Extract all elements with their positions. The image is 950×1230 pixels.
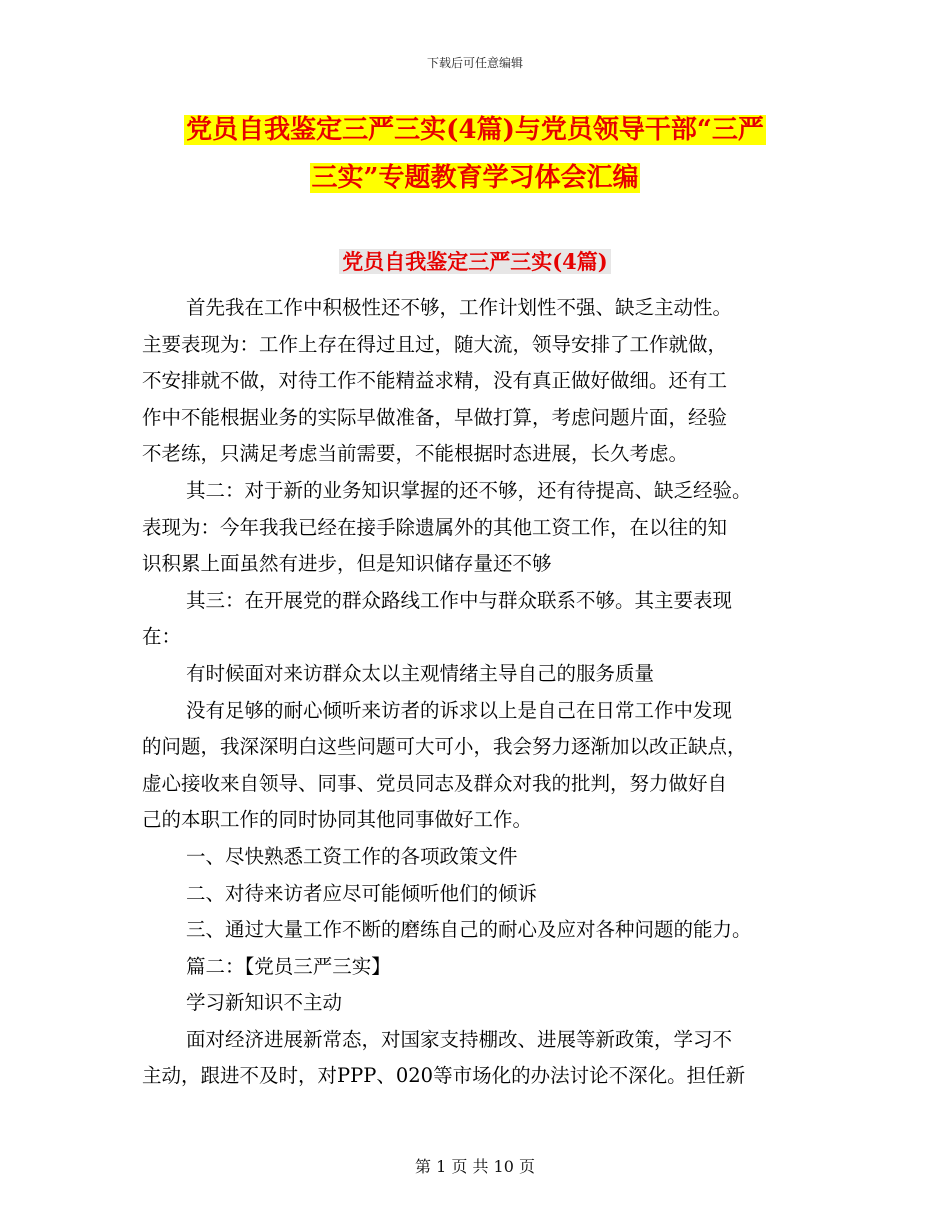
- paragraph: [142, 290, 808, 473]
- paragraph-line: 首先我在工作中积极性还不够，工作计划性不强、缺乏主动性。: [186, 296, 733, 319]
- paragraph-line: 三、通过大量工作不断的磨练自己的耐心及应对各种问题的能力。: [186, 918, 752, 942]
- paragraph-line: 学习新知识不主动: [186, 991, 343, 1015]
- paragraph: [142, 473, 808, 583]
- paragraph: [142, 656, 808, 693]
- paragraph-line: 己的本职工作的同时协同其他同事做好工作。: [142, 808, 533, 832]
- paragraph-line: 不安排就不做，对待工作不能精益求精，没有真正做好做细。还有工: [142, 369, 728, 393]
- paragraph: [142, 876, 808, 913]
- paragraph-line: 二、对待来访者应尽可能倾听他们的倾诉: [186, 881, 538, 905]
- page-header: 下载后可任意编辑: [426, 56, 523, 70]
- paragraph-line: 其二：对于新的业务知识掌握的还不够，还有待提高、缺乏经验。: [186, 478, 752, 502]
- paragraph-line: 主动，跟进不及时，对PPP、020等市场化的办法讨论不深化。担任新: [142, 1064, 746, 1088]
- paragraph: [142, 839, 808, 876]
- paragraph-line: 识积累上面虽然有进步，但是知识储存量还不够: [142, 552, 552, 576]
- paragraph-line: 一、尽快熟悉工资工作的各项政策文件: [186, 844, 518, 868]
- paragraph: [142, 949, 808, 986]
- paragraph-line: 在：: [142, 625, 182, 649]
- paragraph-line: 其三：在开展党的群众路线工作中与群众联系不够。其主要表现: [186, 588, 733, 612]
- paragraph-line: 篇二：【党员三严三实】: [186, 954, 391, 978]
- paragraph: [142, 583, 808, 656]
- paragraph-line: 虚心接收来自领导、同事、党员同志及群众对我的批判，努力做好自: [142, 771, 728, 795]
- section-heading: 党员自我鉴定三严三实(4篇): [0, 244, 950, 280]
- paragraph-line: 面对经济进展新常态，对国家支持棚改、进展等新政策，学习不: [186, 1027, 733, 1051]
- paragraph-line: 作中不能根据业务的实际早做准备，早做打算，考虑问题片面，经验: [142, 405, 728, 429]
- paragraph-line: 的问题，我深深明白这些问题可大可小，我会努力逐渐加以改正缺点，: [142, 735, 747, 759]
- paragraph: [142, 693, 808, 839]
- page-footer: 第 1 页 共 10 页: [415, 1157, 535, 1176]
- paragraph-line: 没有足够的耐心倾听来访者的诉求以上是自己在日常工作中发现: [186, 698, 733, 722]
- title-line-2: 三实”专题教育学习体会汇编: [311, 163, 639, 193]
- paragraph: [142, 912, 808, 949]
- paragraph-line: 主要表现为：工作上存在得过且过，随大流，领导安排了工作就做，: [142, 332, 728, 356]
- paragraph-line: 表现为：今年我我已经在接手除遗属外的其他工资工作，在以往的知: [142, 515, 728, 539]
- document-title: [0, 106, 950, 202]
- paragraph-line: 不老练，只满足考虑当前需要，不能根据时态进展，长久考虑。: [142, 442, 689, 466]
- document-body: [142, 290, 808, 1095]
- paragraph: [142, 1022, 808, 1095]
- title-line-1: 党员自我鉴定三严三实(4篇)与党员领导干部“三严: [186, 115, 764, 145]
- paragraph-line: 有时候面对来访群众太以主观情绪主导自己的服务质量: [186, 661, 655, 685]
- paragraph: [142, 985, 808, 1022]
